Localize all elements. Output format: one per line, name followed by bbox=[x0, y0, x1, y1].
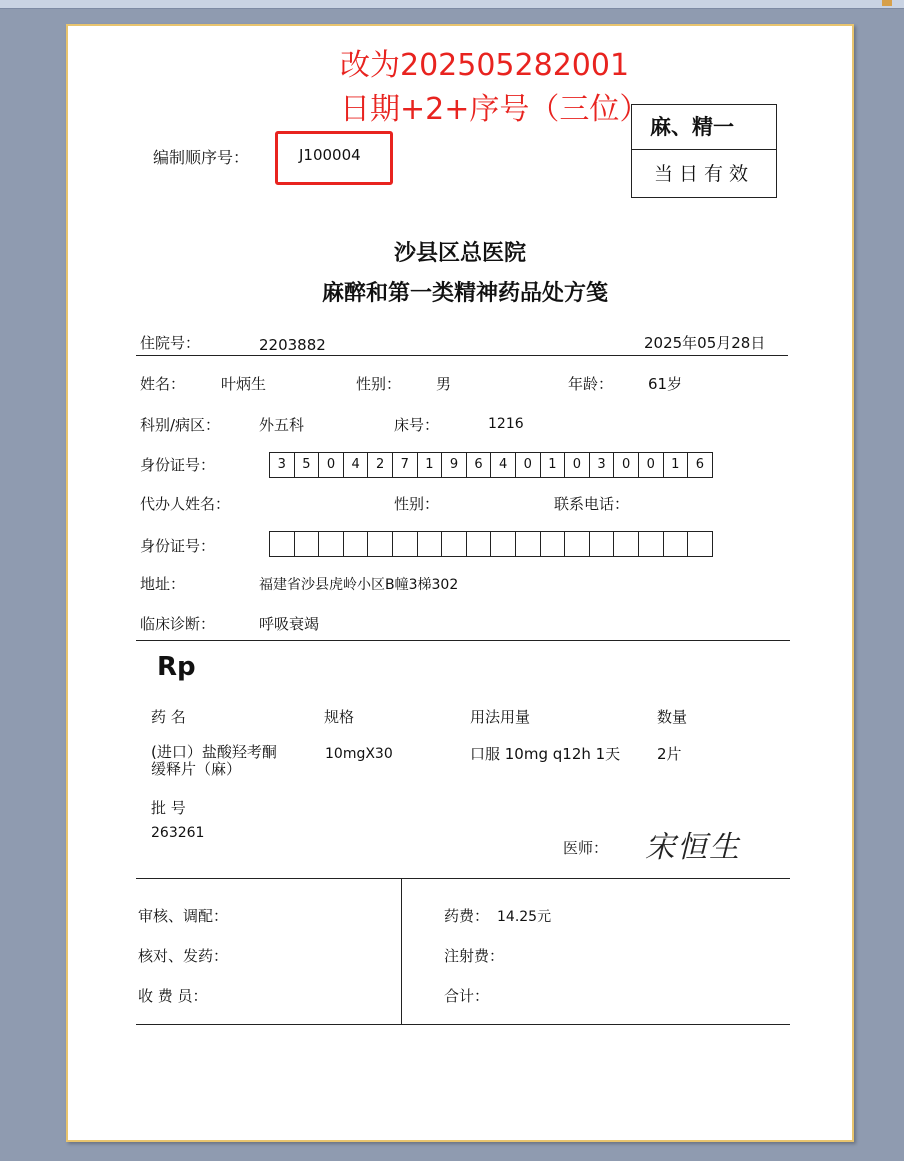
col-quantity: 数量 bbox=[657, 708, 688, 726]
drug-name-line2: 缓释片（麻） bbox=[151, 760, 242, 778]
review-label: 审核、调配： bbox=[138, 907, 229, 925]
patient-id-digit-cell: 0 bbox=[318, 452, 344, 478]
agent-id-boxes bbox=[270, 531, 713, 557]
agent-id-digit-cell bbox=[269, 531, 295, 557]
doctor-signature: 宋恒生 bbox=[645, 830, 741, 865]
col-spec: 规格 bbox=[324, 708, 355, 726]
dept-label: 科别/病区： bbox=[140, 416, 221, 434]
agent-id-digit-cell bbox=[490, 531, 516, 557]
agent-id-label: 身份证号： bbox=[140, 537, 216, 555]
patient-id-digit-cell: 1 bbox=[540, 452, 566, 478]
bed-label: 床号： bbox=[394, 416, 440, 434]
agent-id-digit-cell bbox=[367, 531, 393, 557]
agent-id-digit-cell bbox=[466, 531, 492, 557]
agent-id-digit-cell bbox=[589, 531, 615, 557]
header-divider bbox=[136, 355, 788, 356]
agent-id-digit-cell bbox=[613, 531, 639, 557]
patient-sex: 男 bbox=[436, 375, 452, 393]
serial-label: 编制顺序号： bbox=[153, 148, 250, 167]
patient-id-digit-cell: 0 bbox=[564, 452, 590, 478]
patient-id-digit-cell: 6 bbox=[687, 452, 713, 478]
drug-spec: 10mgX30 bbox=[325, 746, 393, 762]
patient-id-digit-cell: 6 bbox=[466, 452, 492, 478]
serial-number: J100004 bbox=[299, 146, 361, 164]
patient-id-digit-cell: 1 bbox=[663, 452, 689, 478]
injection-fee-label: 注射费： bbox=[444, 947, 505, 965]
agent-id-digit-cell bbox=[638, 531, 664, 557]
inpatient-number: 2203882 bbox=[259, 336, 326, 354]
footer-bottom-divider bbox=[136, 1024, 790, 1025]
category-badge bbox=[631, 104, 777, 198]
hospital-name: 沙县区总医院 bbox=[394, 241, 527, 266]
agent-phone-label: 联系电话： bbox=[554, 495, 630, 513]
inpatient-label: 住院号： bbox=[140, 334, 201, 352]
batch-number: 263261 bbox=[151, 825, 205, 841]
drug-quantity: 2片 bbox=[657, 745, 682, 763]
diagnosis-value: 呼吸衰竭 bbox=[259, 615, 320, 633]
patient-id-digit-cell: 3 bbox=[589, 452, 615, 478]
patient-id-digit-cell: 1 bbox=[417, 452, 443, 478]
patient-id-boxes bbox=[270, 452, 713, 478]
address-value: 福建省沙县虎岭小区B幢3梯302 bbox=[259, 577, 459, 593]
col-drug-name: 药 名 bbox=[151, 708, 186, 726]
name-label: 姓名： bbox=[140, 375, 186, 393]
patient-id-digit-cell: 2 bbox=[367, 452, 393, 478]
agent-id-digit-cell bbox=[343, 531, 369, 557]
serial-highlight-box bbox=[275, 131, 393, 185]
agent-id-digit-cell bbox=[318, 531, 344, 557]
address-label: 地址： bbox=[140, 575, 186, 593]
agent-id-digit-cell bbox=[687, 531, 713, 557]
patient-id-digit-cell: 4 bbox=[343, 452, 369, 478]
total-label: 合计： bbox=[444, 987, 490, 1005]
document-title: 麻醉和第一类精神药品处方笺 bbox=[322, 281, 609, 306]
patient-id-digit-cell: 0 bbox=[613, 452, 639, 478]
agent-sex-label: 性别： bbox=[394, 495, 440, 513]
rp-symbol: Rp bbox=[157, 652, 196, 682]
patient-id-digit-cell: 3 bbox=[269, 452, 295, 478]
agent-id-digit-cell bbox=[294, 531, 320, 557]
sex-label: 性别： bbox=[356, 375, 402, 393]
batch-label: 批 号 bbox=[151, 799, 186, 817]
footer-top-divider bbox=[136, 878, 790, 879]
patient-id-digit-cell: 9 bbox=[441, 452, 467, 478]
doctor-label: 医师： bbox=[563, 839, 609, 857]
drug-usage: 口服 10mg q12h 1天 bbox=[470, 745, 621, 763]
scroll-handle[interactable] bbox=[882, 0, 892, 6]
agent-id-digit-cell bbox=[564, 531, 590, 557]
check-label: 核对、发药： bbox=[138, 947, 229, 965]
cashier-label: 收 费 员： bbox=[138, 987, 208, 1005]
agent-id-digit-cell bbox=[441, 531, 467, 557]
patient-id-digit-cell: 5 bbox=[294, 452, 320, 478]
window-top-bar bbox=[0, 0, 904, 9]
patient-age: 61岁 bbox=[648, 375, 683, 393]
patient-info-divider bbox=[136, 640, 790, 641]
patient-id-label: 身份证号： bbox=[140, 456, 216, 474]
agent-id-digit-cell bbox=[417, 531, 443, 557]
patient-id-digit-cell: 7 bbox=[392, 452, 418, 478]
patient-id-digit-cell: 0 bbox=[638, 452, 664, 478]
agent-id-digit-cell bbox=[392, 531, 418, 557]
diagnosis-label: 临床诊断： bbox=[140, 615, 216, 633]
patient-dept: 外五科 bbox=[259, 416, 305, 434]
drug-fee-label: 药费： bbox=[444, 907, 490, 925]
annotation-line-2: 日期+2+序号（三位） bbox=[340, 92, 650, 127]
agent-id-digit-cell bbox=[540, 531, 566, 557]
annotation-line-1: 改为202505282001 bbox=[340, 48, 630, 83]
col-usage: 用法用量 bbox=[470, 708, 531, 726]
drug-fee-value: 14.25元 bbox=[497, 909, 552, 925]
badge-validity: 当日有效 bbox=[654, 163, 755, 185]
footer-vertical-divider bbox=[401, 878, 402, 1025]
badge-category: 麻、精一 bbox=[632, 105, 776, 150]
agent-name-label: 代办人姓名： bbox=[140, 495, 231, 513]
age-label: 年龄： bbox=[568, 375, 614, 393]
agent-id-digit-cell bbox=[515, 531, 541, 557]
patient-id-digit-cell: 4 bbox=[490, 452, 516, 478]
drug-name-line1: (进口）盐酸羟考酮 bbox=[151, 743, 277, 761]
bed-number: 1216 bbox=[488, 416, 524, 432]
agent-id-digit-cell bbox=[663, 531, 689, 557]
prescription-date: 2025年05月28日 bbox=[644, 334, 766, 352]
patient-id-digit-cell: 0 bbox=[515, 452, 541, 478]
patient-name: 叶炳生 bbox=[221, 375, 267, 393]
